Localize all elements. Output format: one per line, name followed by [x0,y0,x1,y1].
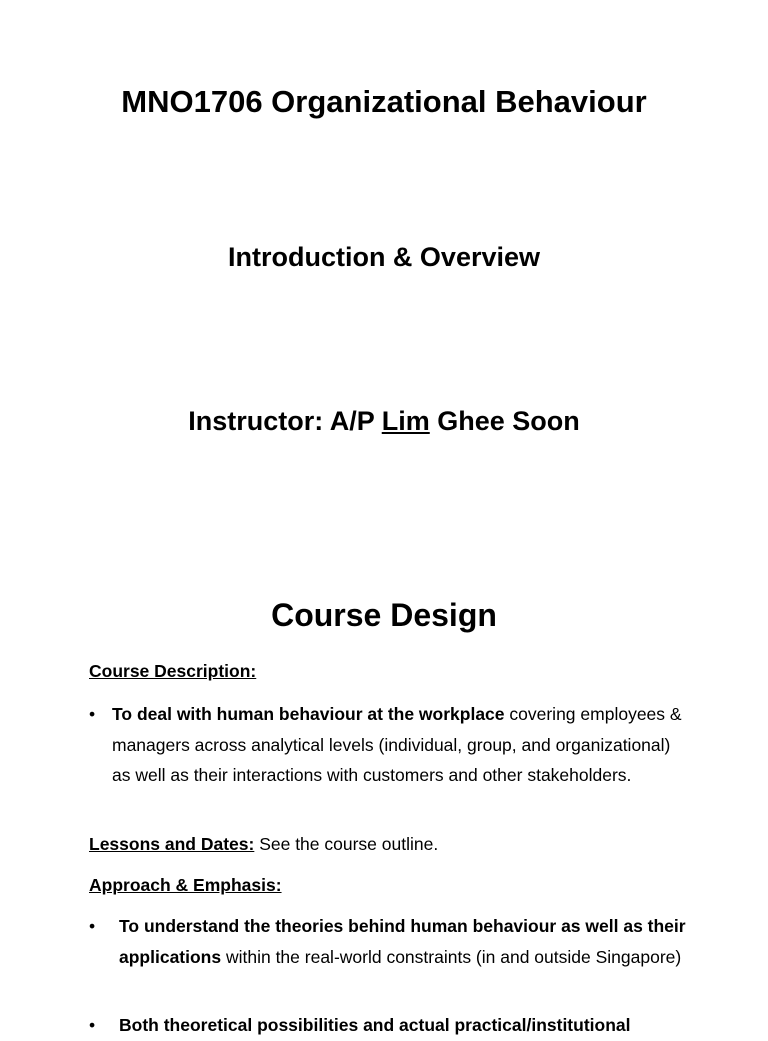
description-bullet-bold: To deal with human behaviour at the workplace [112,704,505,724]
approach-bullet-2-bold: Both theoretical possibilities and actual practical/institutional [119,1015,631,1035]
description-bullet-text [112,699,687,791]
approach-bullet-1-rest: within the real-world constraints (in and outside Singapore) [221,946,682,967]
approach-bullet-1 [89,911,689,1006]
slide-subtitle: Introduction & Overview [227,242,541,272]
bullet-dot: • [89,704,96,724]
approach-bullet-1-bold: To understand the theories behind human behaviour as well as their applications [119,916,686,967]
lessons-label: Lessons and Dates: [89,834,255,854]
lessons-line [89,834,438,855]
course-design-title: Course Design [271,597,497,633]
description-bullet [89,699,689,823]
approach-label: Approach & Emphasis: [89,875,282,895]
instructor-given-name: Ghee Soon [429,406,580,436]
lessons-text: See the course outline. [254,834,439,854]
instructor-surname: Lim [381,406,430,436]
slide-title: MNO1706 Organizational Behaviour [121,84,647,119]
instructor-prefix: Instructor: A/P [188,406,382,436]
bullet-dot: • [89,916,96,936]
course-description-label: Course Description: [89,661,257,681]
bullet-dot: • [89,1015,96,1035]
description-bullet-rest: covering employees & managers across analytical levels (individual, group, and organizational) as well as their interactions with customers and other stakeholders. [112,704,682,785]
instructor-line [0,406,768,437]
approach-bullet-2-text [119,1010,689,1041]
approach-bullet-2 [89,1010,689,1035]
approach-bullet-1-text [119,911,689,972]
